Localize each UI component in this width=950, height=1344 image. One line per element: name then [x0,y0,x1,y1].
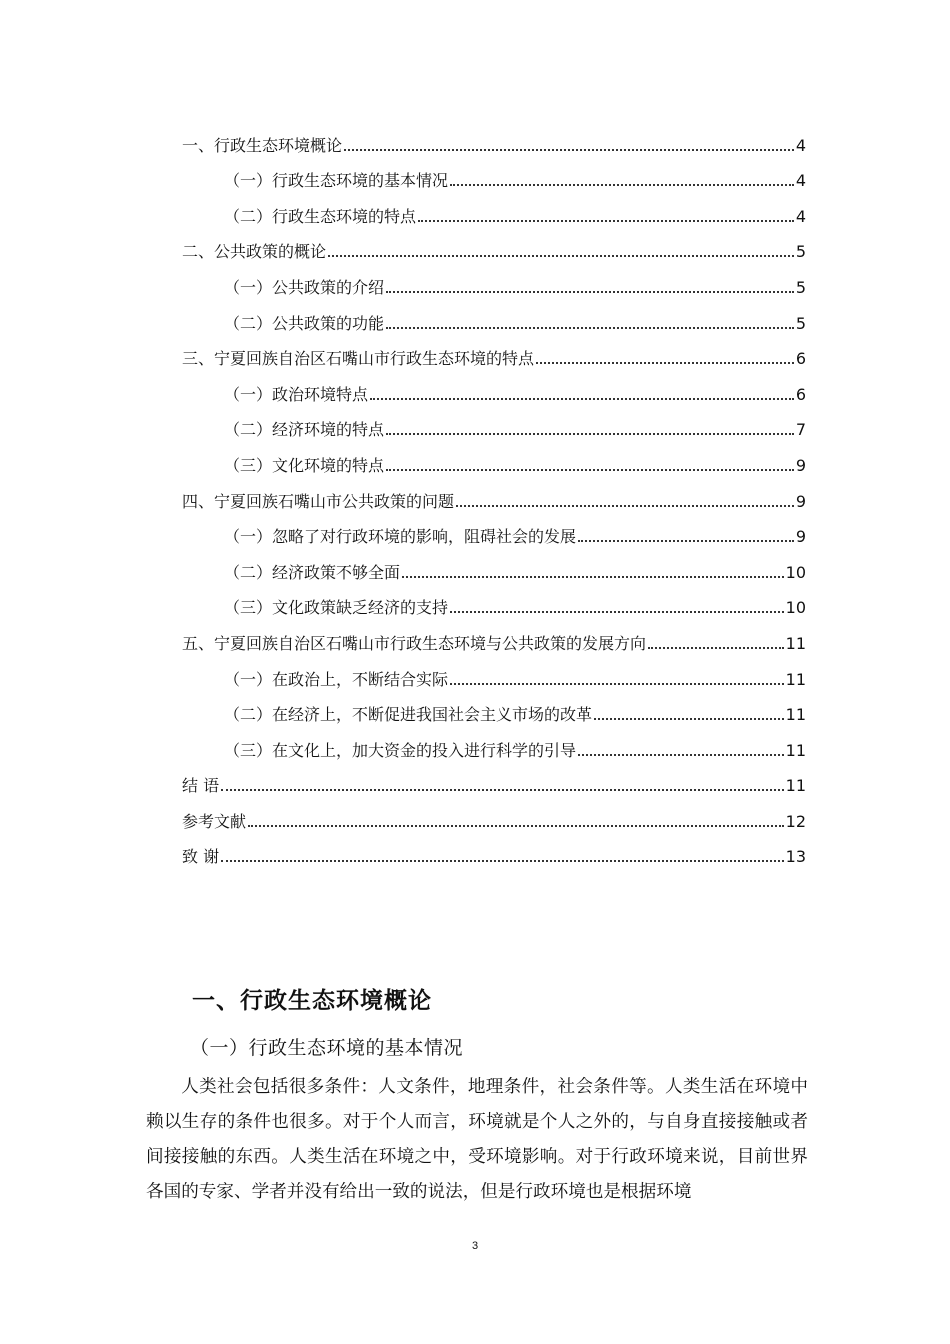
toc-entry-title: 结 语 [182,776,220,796]
section-heading: 一、行政生态环境概论 [192,988,432,1014]
toc-entry-page: 11 [785,705,806,725]
toc-dot-leader [418,219,794,222]
toc-entry-title: （一）政治环境特点 [224,384,369,404]
toc-dot-leader [648,646,784,649]
toc-entry-title: （二）行政生态环境的特点 [224,206,417,226]
body-paragraph: 人类社会包括很多条件：人文条件，地理条件，社会条件等。人类生活在环境中赖以生存的条件也很多。对于个人而言，环境就是个人之外的，与自身直接接触或者间接接触的东西。人类生活在环境之中，受环境影响。对于行政环境来说，目前世界各国的专家、学者并没有给出一致的说法，但是行政环境也是根据环境 [146,1077,808,1202]
toc-dot-leader [221,859,784,862]
toc-entry[interactable] [182,690,806,726]
toc-entry-page: 11 [785,776,806,796]
toc-dot-leader [386,326,794,329]
toc-entry-page: 6 [795,384,806,404]
toc-entry[interactable] [182,369,806,405]
toc-entry-title: （二）公共政策的功能 [224,313,385,333]
toc-entry[interactable] [182,547,806,583]
toc-entry-page: 11 [785,740,806,760]
toc-entry-title: （一）行政生态环境的基本情况 [224,171,449,191]
toc-dot-leader [386,290,794,293]
toc-entry[interactable] [182,476,806,512]
toc-entry-title: （三）文化环境的特点 [224,455,385,475]
toc-entry-page: 10 [785,598,806,618]
toc-entry-page: 5 [795,313,806,333]
toc-dot-leader [450,682,784,685]
toc-entry-title: 致 谢 [182,847,220,867]
toc-entry-page: 11 [785,669,806,689]
toc-entry[interactable] [182,832,806,868]
toc-entry-title: （二）经济环境的特点 [224,420,385,440]
toc-entry[interactable] [182,618,806,654]
subsection-heading: （一）行政生态环境的基本情况 [190,1037,464,1059]
toc-entry[interactable] [182,440,806,476]
toc-entry-title: 二、公共政策的概论 [182,242,327,262]
toc-entry[interactable] [182,761,806,797]
toc-entry-title: （一）在政治上，不断结合实际 [224,669,449,689]
toc-entry[interactable] [182,796,806,832]
toc-entry-page: 4 [795,171,806,191]
toc-entry[interactable] [182,298,806,334]
toc-dot-leader [402,575,784,578]
toc-entry-title: （一）忽略了对行政环境的影响，阻碍社会的发展 [224,527,577,547]
toc-entry-title: 参考文献 [182,811,247,831]
toc-entry[interactable] [182,512,806,548]
toc-entry[interactable] [182,156,806,192]
toc-dot-leader [456,504,794,507]
toc-entry[interactable] [182,334,806,370]
toc-entry-page: 7 [795,420,806,440]
toc-dot-leader [450,183,794,186]
toc-entry[interactable] [182,262,806,298]
toc-dot-leader [536,361,794,364]
toc-entry-page: 6 [795,349,806,369]
toc-dot-leader [578,753,784,756]
toc-entry-title: 五、宁夏回族自治区石嘴山市行政生态环境与公共政策的发展方向 [182,633,647,653]
toc-entry[interactable] [182,191,806,227]
toc-entry-page: 9 [795,491,806,511]
toc-entry-page: 4 [795,206,806,226]
toc-entry-title: （二）在经济上，不断促进我国社会主义市场的改革 [224,705,593,725]
toc-entry-page: 5 [795,242,806,262]
toc-dot-leader [221,788,784,791]
toc-dot-leader [248,824,784,827]
toc-entry-page: 4 [795,135,806,155]
toc-entry[interactable] [182,725,806,761]
toc-entry-page: 12 [785,811,806,831]
toc-entry-page: 9 [795,455,806,475]
toc-entry-title: （三）在文化上，加大资金的投入进行科学的引导 [224,740,577,760]
toc-dot-leader [594,717,784,720]
toc-dot-leader [578,539,794,542]
toc-entry-title: （一）公共政策的介绍 [224,277,385,297]
toc-entry[interactable] [182,227,806,263]
toc-entry-title: 一、行政生态环境概论 [182,135,343,155]
toc-dot-leader [386,468,794,471]
toc-entry[interactable] [182,405,806,441]
toc-entry-title: （二）经济政策不够全面 [224,562,401,582]
toc-entry-page: 9 [795,527,806,547]
toc-entry-page: 11 [785,633,806,653]
toc-entry-page: 5 [795,277,806,297]
toc-entry[interactable] [182,654,806,690]
toc-entry[interactable] [182,583,806,619]
table-of-contents [182,120,806,867]
page-number: 3 [471,1240,479,1252]
toc-entry-page: 13 [785,847,806,867]
toc-entry-title: 三、宁夏回族自治区石嘴山市行政生态环境的特点 [182,349,535,369]
toc-entry-title: 四、宁夏回族石嘴山市公共政策的问题 [182,491,455,511]
toc-entry-page: 10 [785,562,806,582]
toc-dot-leader [386,432,794,435]
toc-dot-leader [450,610,784,613]
toc-dot-leader [344,148,794,151]
toc-dot-leader [328,254,794,257]
toc-entry[interactable] [182,120,806,156]
toc-entry-title: （三）文化政策缺乏经济的支持 [224,598,449,618]
toc-dot-leader [370,397,794,400]
